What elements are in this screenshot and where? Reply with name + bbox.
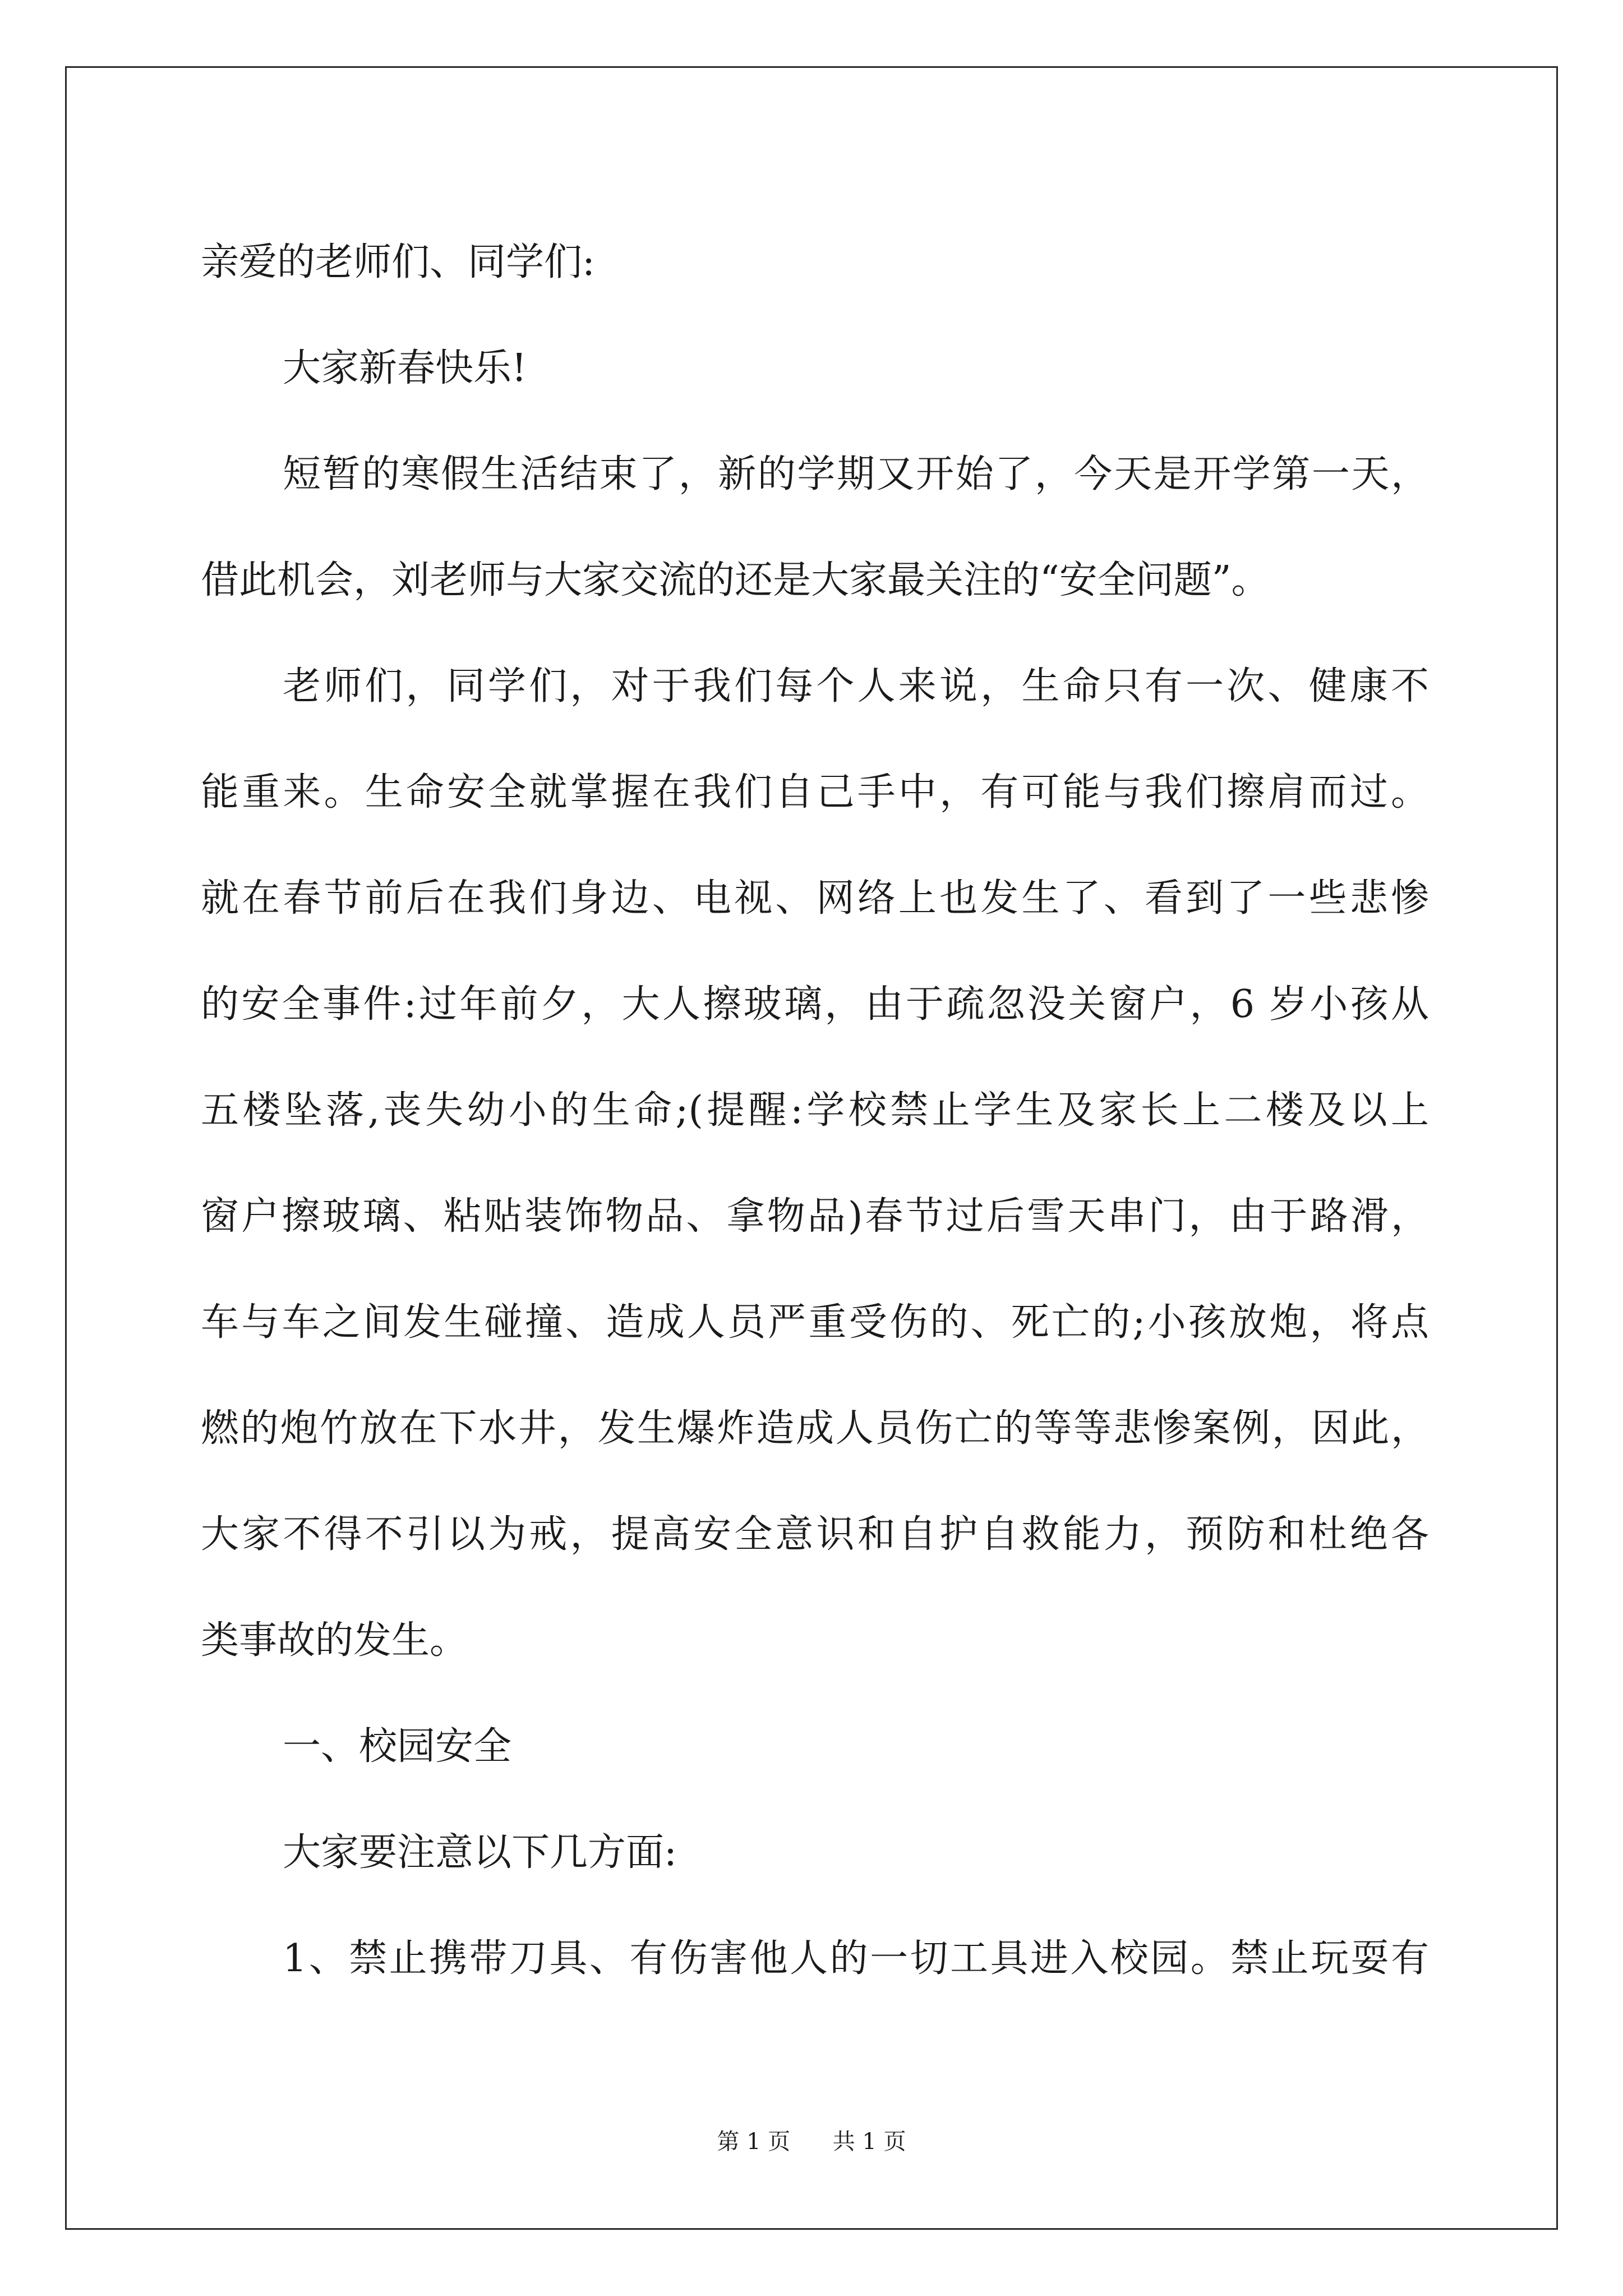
- text-line: 大家不得不引以为戒，提高安全意识和自护自救能力，预防和杜绝各: [201, 1512, 1429, 1557]
- text-line: 的安全事件:过年前夕，大人擦玻璃，由于疏忽没关窗户，6 岁小孩从: [201, 982, 1429, 1027]
- text-line: 老师们，同学们，对于我们每个人来说，生命只有一次、健康不: [283, 664, 1429, 708]
- text-line: 借此机会，刘老师与大家交流的还是大家最关注的“安全问题”。: [201, 558, 1270, 602]
- page-number: 第 1 页: [717, 2129, 791, 2155]
- text-line: 就在春节前后在我们身边、电视、网络上也发生了、看到了一些悲惨: [201, 876, 1429, 921]
- text-line: 1、禁止携带刀具、有伤害他人的一切工具进入校园。禁止玩耍有: [283, 1936, 1429, 1981]
- text-line: 大家新春快乐!: [283, 346, 527, 390]
- text-line: 短暂的寒假生活结束了，新的学期又开始了，今天是开学第一天，: [283, 452, 1429, 496]
- document-body: [201, 209, 1429, 2012]
- text-line: 燃的炮竹放在下水井，发生爆炸造成人员伤亡的等等悲惨案例，因此，: [201, 1406, 1429, 1451]
- text-line: 类事故的发生。: [201, 1618, 468, 1663]
- page-footer: [0, 2125, 1623, 2159]
- page-total: 共 1 页: [832, 2129, 906, 2155]
- text-line: 大家要注意以下几方面:: [283, 1830, 677, 1875]
- text-line: 能重来。生命安全就掌握在我们自己手中，有可能与我们擦肩而过。: [201, 770, 1429, 815]
- text-line: 五楼坠落,丧失幼小的生命;(提醒:学校禁止学生及家长上二楼及以上: [201, 1088, 1429, 1133]
- text-line: 车与车之间发生碰撞、造成人员严重受伤的、死亡的;小孩放炮，将点: [201, 1300, 1429, 1345]
- text-line: 亲爱的老师们、同学们:: [201, 240, 595, 284]
- text-line: 一、校园安全: [283, 1724, 512, 1769]
- text-line: 窗户擦玻璃、粘贴装饰物品、拿物品)春节过后雪天串门，由于路滑，: [201, 1194, 1429, 1239]
